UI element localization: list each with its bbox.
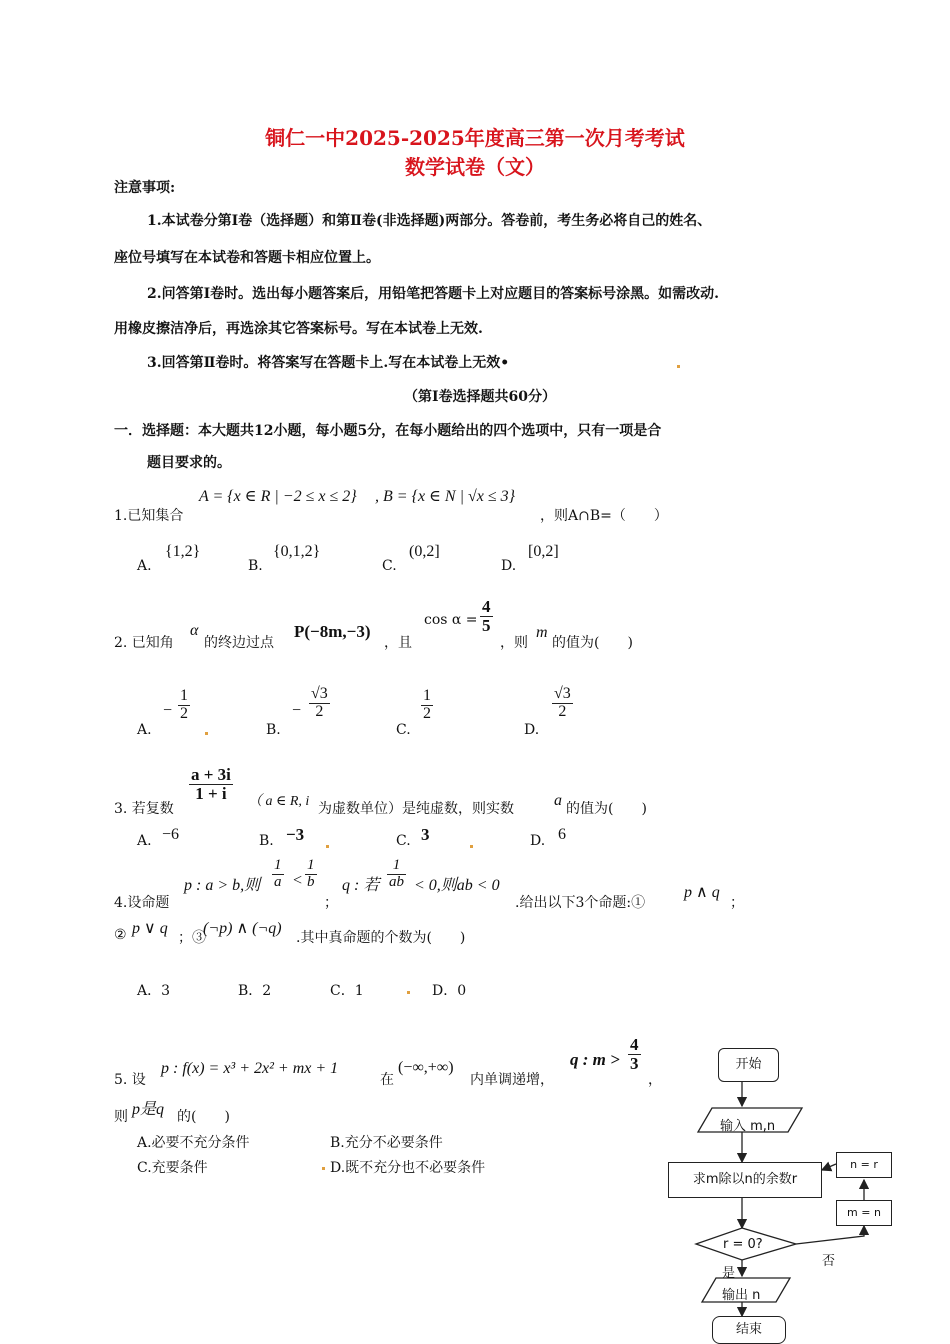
q2-option-b-den: 2 [315, 702, 324, 720]
q4-semicolon-2: ； [730, 895, 744, 911]
q2-m: m [536, 624, 548, 641]
q2-label-d: D. [524, 722, 540, 738]
q4-line2-c: .其中真命题的个数为( ) [296, 930, 466, 946]
q1-option-d: [0,2] [528, 543, 559, 560]
q4-p-frac1-den: a [274, 873, 282, 890]
q4-prefix: 4.设命题 [114, 895, 170, 911]
q3-frac-num: a + 3i [191, 765, 231, 784]
q4-option-c: C．1 [330, 983, 364, 999]
q2-option-c [421, 688, 433, 723]
q3-suffix: 的值为( ) [566, 801, 647, 817]
q3-condition: （ a ∈ R, i [248, 794, 310, 809]
q5-q-den: 3 [630, 1053, 639, 1073]
q1-prefix: 1.已知集合 [114, 508, 184, 524]
q2-point: P(−8m,−3) [294, 622, 371, 641]
notes-heading: 注意事项: [114, 180, 176, 196]
flow-no-label: 否 [822, 1254, 836, 1269]
q5-option-c: C.充要条件 [137, 1160, 208, 1176]
q4-p-frac1 [272, 858, 284, 891]
q5-prefix: 5. 设 [114, 1072, 146, 1088]
q3-option-b: −3 [286, 825, 305, 844]
q4-line2-a: ② [114, 927, 127, 943]
exam-title: 铜仁一中2025-2025年度高三第一次月考考试 [265, 126, 685, 150]
q4-compound-2: p ∨ q [132, 920, 168, 937]
q5-line2-a: 则 [114, 1109, 128, 1125]
q3-label-a: A. [137, 833, 152, 849]
q3-label-d: D. [530, 833, 546, 849]
q5-q-num: 4 [630, 1035, 639, 1054]
q2-option-b-num: √3 [311, 685, 328, 702]
q5-q-fraction [628, 1036, 641, 1073]
q2-text-3: ，则 [500, 635, 528, 651]
q2-label-a: A. [137, 722, 152, 738]
q2-prefix: 2. 已知角 [114, 635, 174, 651]
stray-dot [470, 845, 473, 848]
q1-label-a: A. [137, 558, 152, 574]
note-2a: 2.问答第Ⅰ卷时。选出每小题答案后，用铅笔把答题卡上对应题目的答案标号涂黑。如需改动. [147, 286, 720, 302]
q4-compound-1: p ∧ q [684, 884, 720, 901]
part1-header: （第Ⅰ卷选择题共60分） [404, 389, 557, 405]
q5-option-d: D.既不充分也不必要条件 [330, 1160, 486, 1176]
stray-dot [322, 1167, 325, 1170]
q3-option-d: 6 [558, 826, 566, 843]
q5-option-a: A.必要不充分条件 [137, 1135, 250, 1151]
q5-text-1: 在 [380, 1072, 394, 1088]
q2-label-b: B. [266, 722, 281, 738]
flow-start: 开始 [718, 1048, 779, 1082]
q5-q-def: q : m > [570, 1050, 620, 1069]
q2-cos-fraction [480, 598, 493, 635]
q4-q-def: q : 若 [342, 877, 380, 894]
q2-option-d-num: √3 [554, 685, 571, 702]
q2-sign-a: − [163, 702, 173, 719]
stray-dot [326, 845, 329, 848]
q5-line2-b: 的( ) [177, 1109, 230, 1125]
q3-a: a [554, 792, 562, 809]
q5-comma: ， [648, 1072, 662, 1088]
q2-alpha: α [190, 622, 199, 639]
q2-text-2: ，且 [384, 635, 412, 651]
q4-semicolon: ； [324, 895, 338, 911]
stray-dot [677, 365, 680, 368]
flow-output: 输出 n [722, 1288, 761, 1303]
exam-subtitle: 数学试卷（文） [405, 155, 545, 179]
q5-interval: (−∞,+∞) [398, 1059, 454, 1076]
q3-text: 为虚数单位）是纯虚数，则实数 [318, 801, 514, 817]
q2-cos-den: 5 [482, 615, 491, 635]
q4-compound-3: (¬p) ∧ (¬q) [203, 920, 282, 937]
section-heading: 一．选择题：本大题共12小题，每小题5分，在每小题给出的四个选项中，只有一项是合 [114, 423, 662, 439]
flow-decision: r = 0? [723, 1237, 763, 1252]
q2-option-a-den: 2 [180, 704, 188, 722]
q5-p-def: p : f(x) = x³ + 2x² + mx + 1 [161, 1060, 339, 1077]
q2-label-c: C. [396, 722, 411, 738]
q3-prefix: 3. 若复数 [114, 801, 174, 817]
q2-option-c-num: 1 [423, 687, 431, 704]
flow-assign-m: m = n [836, 1200, 892, 1226]
q4-p-lt: < [292, 872, 303, 889]
q4-line2-b: ；③ [178, 930, 206, 946]
q2-option-c-den: 2 [423, 704, 431, 722]
q2-option-b [309, 686, 330, 721]
q2-cos-num: 4 [482, 597, 491, 616]
q5-option-b: B.充分不必要条件 [330, 1135, 443, 1151]
q4-option-a: A．3 [137, 983, 171, 999]
note-3: 3.回答第Ⅱ卷时。将答案写在答题卡上.写在本试卷上无效• [147, 355, 510, 371]
flow-yes-label: 是 [722, 1266, 736, 1281]
q4-q-frac-den: ab [389, 873, 404, 890]
q4-text: .给出以下3个命题:① [515, 895, 646, 911]
q1-label-c: C. [382, 558, 397, 574]
q4-q-rest: < 0,则ab < 0 [414, 877, 500, 894]
q3-option-a: −6 [162, 826, 180, 843]
q5-line2-pq: p是q [132, 1101, 165, 1118]
q2-option-d-den: 2 [558, 702, 567, 720]
q1-suffix: ，则A∩B=（ ） [540, 508, 668, 524]
q2-text-1: 的终边过点 [204, 635, 274, 651]
q1-option-a: {1,2} [165, 543, 201, 560]
note-2b: 用橡皮擦洁净后，再选涂其它答案标号。写在本试卷上无效. [114, 321, 483, 337]
q4-p-frac2 [305, 858, 317, 891]
q4-p-frac2-num: 1 [307, 857, 315, 873]
q4-q-frac [387, 858, 406, 891]
q1-label-d: D. [501, 558, 517, 574]
q2-option-d [552, 686, 573, 721]
q2-cos: cos α = [424, 612, 478, 628]
q1-label-b: B. [248, 558, 263, 574]
flow-end: 结束 [712, 1316, 786, 1344]
q3-frac-den: 1 + i [195, 783, 227, 803]
q1-set-a: A = {x ∈ R | −2 ≤ x ≤ 2} [199, 488, 357, 505]
q4-p-frac2-den: b [307, 873, 315, 890]
flow-compute: 求m除以n的余数r [668, 1162, 822, 1198]
q4-p-frac1-num: 1 [274, 857, 282, 873]
note-1b: 座位号填写在本试卷和答题卡相应位置上。 [114, 250, 380, 266]
stray-dot [205, 732, 208, 735]
note-1a: 1.本试卷分第Ⅰ卷（选择题）和第Ⅱ卷(非选择题)两部分。答卷前，考生务必将自己的姓名、 [147, 213, 712, 229]
stray-dot [407, 991, 410, 994]
q3-option-c: 3 [421, 825, 430, 844]
q2-suffix: 的值为( ) [552, 635, 633, 651]
q3-label-c: C. [396, 833, 411, 849]
q2-option-a [178, 688, 190, 723]
q5-text-2: 内单调递增， [470, 1072, 554, 1088]
flow-assign-n: n = r [836, 1152, 892, 1178]
q4-q-frac-num: 1 [387, 858, 406, 875]
q1-option-b: {0,1,2} [273, 543, 321, 560]
q3-fraction [189, 766, 233, 803]
q4-p-def: p : a > b,则 [184, 877, 261, 894]
flow-input: 输入 m,n [720, 1119, 776, 1134]
q1-set-b: , B = {x ∈ N | √x ≤ 3} [375, 488, 516, 505]
q2-sign-b: − [292, 702, 302, 719]
section-heading-cont: 题目要求的。 [147, 455, 231, 471]
q4-option-d: D．0 [432, 983, 467, 999]
q1-option-c: (0,2] [409, 543, 440, 560]
q3-label-b: B. [259, 833, 274, 849]
q2-option-a-num: 1 [180, 687, 188, 704]
q4-option-b: B．2 [238, 983, 272, 999]
